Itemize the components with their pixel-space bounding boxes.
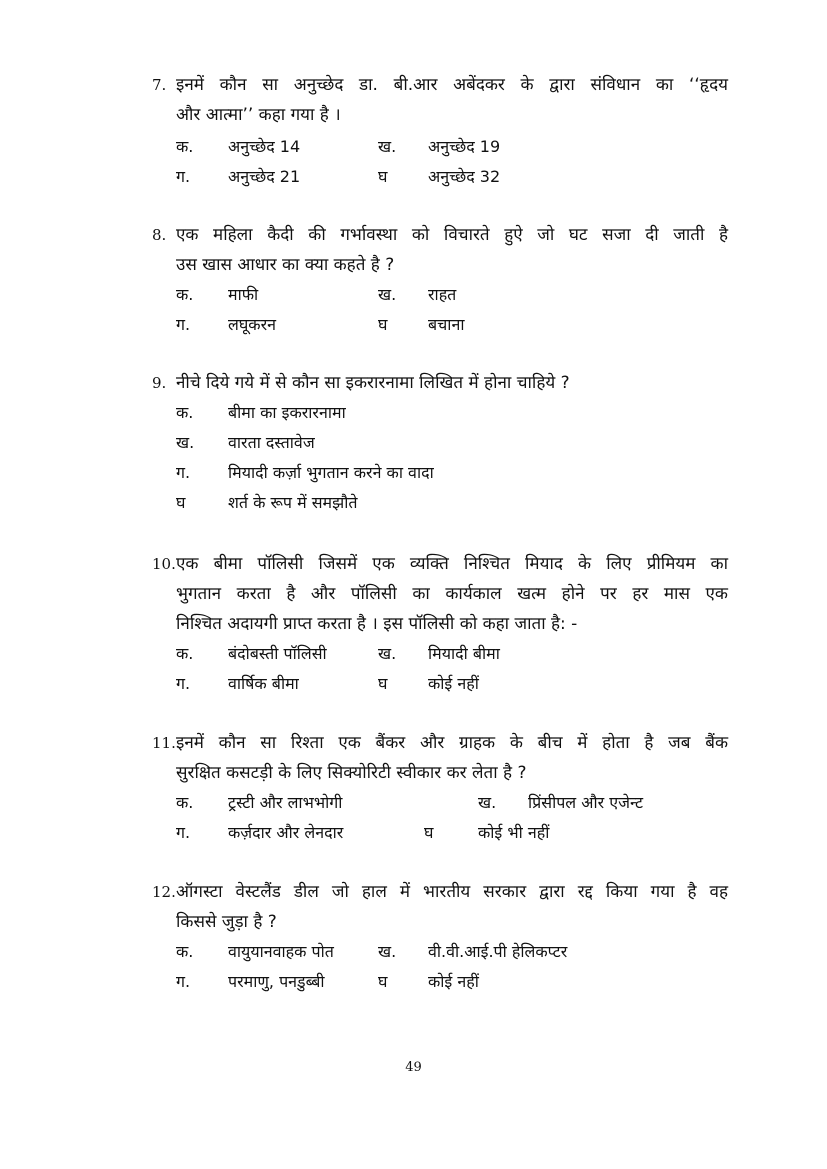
option-text: कोई नहीं [428, 674, 479, 693]
option-text: परमाणु, पनडुब्बी [228, 972, 325, 991]
page-number: 49 [405, 1060, 422, 1075]
question-12 [152, 877, 732, 1002]
option-text: अनुच्छेद 14 [228, 137, 301, 156]
option-marker: ख. [176, 433, 195, 452]
option-text: मियादी बीमा [428, 644, 500, 663]
question-text-line: भुगतान करता है और पॉलिसी का कार्यकाल खत्म होने पर हर मास एक [176, 584, 728, 604]
option-text: बंदोबस्ती पॉलिसी [228, 644, 327, 663]
option-marker: ख. [378, 942, 397, 961]
question-11 [152, 728, 732, 853]
option-marker: ख. [378, 644, 397, 663]
option-text: अनुच्छेद 19 [428, 137, 501, 156]
option-text: बचाना [428, 315, 465, 334]
question-text-line: सुरक्षित कसटड़ी के लिए सिक्योरिटी स्वीकार कर लेता है ? [176, 763, 527, 783]
option-marker: क. [176, 285, 194, 304]
option-marker: घ [176, 493, 186, 512]
question-10 [152, 549, 732, 704]
option-text: लघूकरन [228, 315, 277, 334]
option-text: शर्त के रूप में समझौते [228, 493, 358, 512]
question-text-line: उस खास आधार का क्या कहते है ? [176, 255, 395, 275]
option-text: वार्षिक बीमा [228, 674, 299, 693]
option-marker: ग. [176, 972, 191, 991]
question-text-line: इनमें कौन सा अनुच्छेद डा. बी.आर अबेंदकर के द्वारा संविधान का ‘‘हृदय [176, 75, 728, 95]
option-text: बीमा का इकरारनामा [228, 403, 346, 422]
option-marker: क. [176, 403, 194, 422]
option-text: प्रिंसीपल और एजेन्ट [528, 793, 644, 812]
question-number: 12. [152, 883, 176, 901]
question-text-line: एक महिला कैदी की गर्भावस्था को विचारते हुऐ जो घट सजा दी जाती है [176, 225, 728, 245]
option-marker: ग. [176, 823, 191, 842]
option-text: कोई भी नहीं [478, 823, 550, 842]
option-marker: घ [378, 972, 388, 991]
option-text: वी.वी.आई.पी हेलिकप्टर [428, 942, 568, 961]
option-text: कोई नहीं [428, 972, 479, 991]
option-marker: ख. [378, 285, 397, 304]
option-marker: क. [176, 942, 194, 961]
question-number: 10. [152, 555, 176, 573]
question-text-line: निश्चित अदायगी प्राप्त करता है । इस पॉलिसी को कहा जाता है: - [176, 614, 578, 634]
option-marker: ग. [176, 674, 191, 693]
option-text: अनुच्छेद 32 [428, 167, 501, 186]
question-8 [152, 220, 732, 345]
option-marker: क. [176, 644, 194, 663]
option-marker: ग. [176, 463, 191, 482]
question-number: 8. [152, 226, 167, 244]
option-marker: ख. [478, 793, 497, 812]
option-marker: ख. [378, 137, 397, 156]
question-text-line: ऑगस्टा वेस्टलैंड डील जो हाल में भारतीय सरकार द्वारा रद्द किया गया है वह [176, 882, 728, 902]
option-marker: घ [378, 167, 388, 186]
option-text: वायुयानवाहक पोत [228, 942, 334, 961]
option-text: वारता दस्तावेज [228, 433, 315, 452]
question-number: 9. [152, 374, 167, 392]
option-text: राहत [428, 285, 457, 304]
question-text-line: और आत्मा’’ कहा गया है । [176, 105, 341, 125]
option-marker: ग. [176, 315, 191, 334]
option-text: कर्ज़दार और लेनदार [228, 823, 344, 842]
question-number: 7. [152, 76, 167, 94]
option-marker: ग. [176, 167, 191, 186]
question-number: 11. [152, 734, 176, 752]
option-marker: घ [424, 823, 434, 842]
option-text: ट्रस्टी और लाभभोगी [228, 793, 343, 812]
option-text: अनुच्छेद 21 [228, 167, 301, 186]
option-text: मियादी कर्ज़ा भुगतान करने का वादा [228, 463, 434, 482]
question-text-line: इनमें कौन सा रिश्ता एक बैंकर और ग्राहक के बीच में होता है जब बैंक [176, 733, 728, 753]
option-marker: घ [378, 674, 388, 693]
question-text-line: नीचे दिये गये में से कौन सा इकरारनामा लिखित में होना चाहिये ? [176, 373, 570, 393]
question-7 [152, 70, 732, 195]
question-text-line: एक बीमा पॉलिसी जिसमें एक व्यक्ति निश्चित मियाद के लिए प्रीमियम का [176, 554, 728, 574]
option-marker: क. [176, 793, 194, 812]
option-marker: क. [176, 137, 194, 156]
question-9 [152, 368, 732, 523]
option-text: माफी [228, 285, 259, 304]
question-text-line: किससे जुड़ा है ? [176, 912, 277, 932]
option-marker: घ [378, 315, 388, 334]
